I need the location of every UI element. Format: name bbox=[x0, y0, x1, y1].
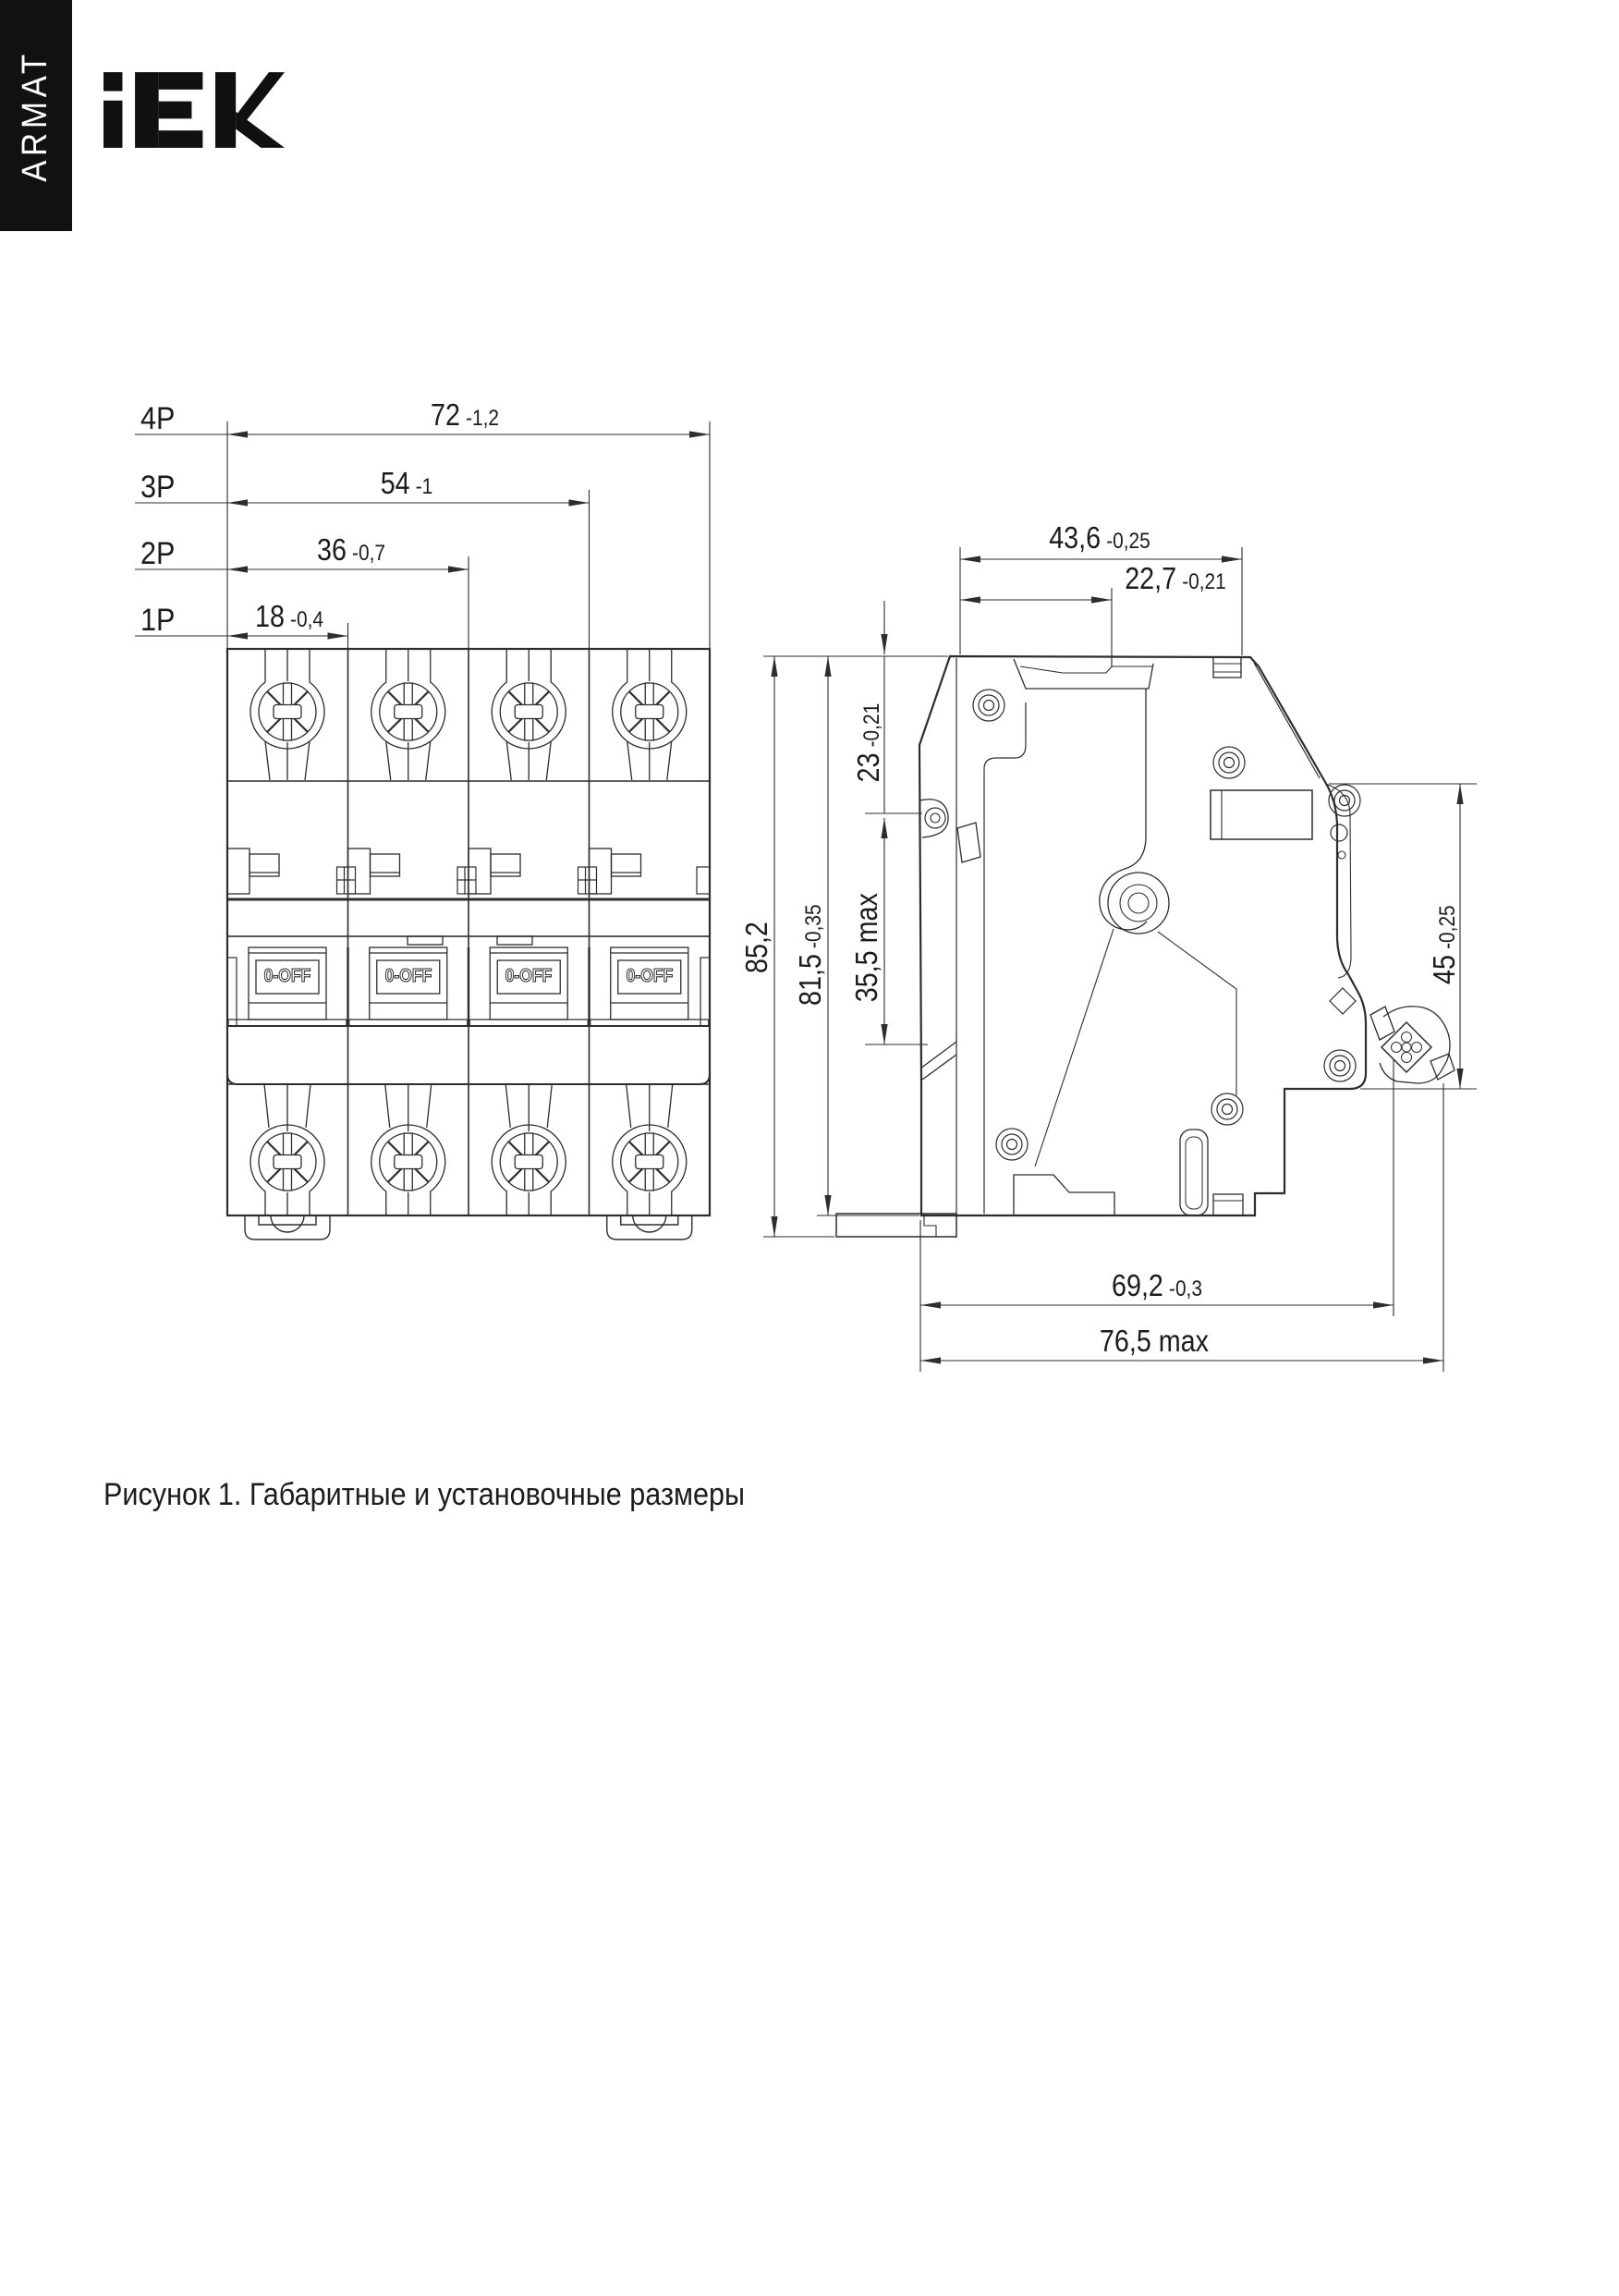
toggle-label-pole2: 0-OFF bbox=[384, 966, 432, 986]
pole-label-3p: 3P bbox=[140, 470, 176, 505]
dim-depth-43-6: 43,6 -0,25 bbox=[1049, 520, 1150, 555]
pole-label-4p: 4P bbox=[140, 401, 176, 436]
figure-caption: Рисунок 1. Габаритные и установочные размеры bbox=[103, 1477, 746, 1512]
dim-din-35-5: 35,5 max bbox=[849, 893, 883, 1003]
dim-top-23: 23-0,21 bbox=[851, 702, 885, 783]
dim-depth-69-2: 69,2 -0,3 bbox=[1112, 1268, 1202, 1302]
armat-series-label: ARMAT bbox=[16, 49, 55, 182]
toggle-label-pole4: 0-OFF bbox=[626, 966, 674, 986]
toggle-label-pole1: 0-OFF bbox=[263, 966, 311, 986]
dim-height-85-2: 85,2 bbox=[739, 922, 773, 973]
dim-width-1p: 18 -0,4 bbox=[254, 599, 324, 633]
pole-label-2p: 2P bbox=[140, 536, 176, 571]
pole-label-1p: 1P bbox=[140, 603, 176, 638]
dim-width-2p: 36 -0,7 bbox=[316, 532, 386, 567]
front-view-drawing bbox=[227, 649, 710, 1240]
dim-height-81-5: 81,5-0,35 bbox=[793, 904, 827, 1006]
side-view-drawing bbox=[836, 656, 1455, 1237]
dim-width-3p: 54 -1 bbox=[380, 466, 433, 500]
dim-front-45: 45-0,25 bbox=[1427, 905, 1461, 984]
dim-handle-22-7: 22,7 -0,21 bbox=[1125, 561, 1226, 595]
dim-width-4p: 72 -1,2 bbox=[430, 397, 500, 432]
toggle-label-pole3: 0-OFF bbox=[505, 966, 553, 986]
dim-depth-76-5: 76,5 max bbox=[1099, 1324, 1210, 1358]
